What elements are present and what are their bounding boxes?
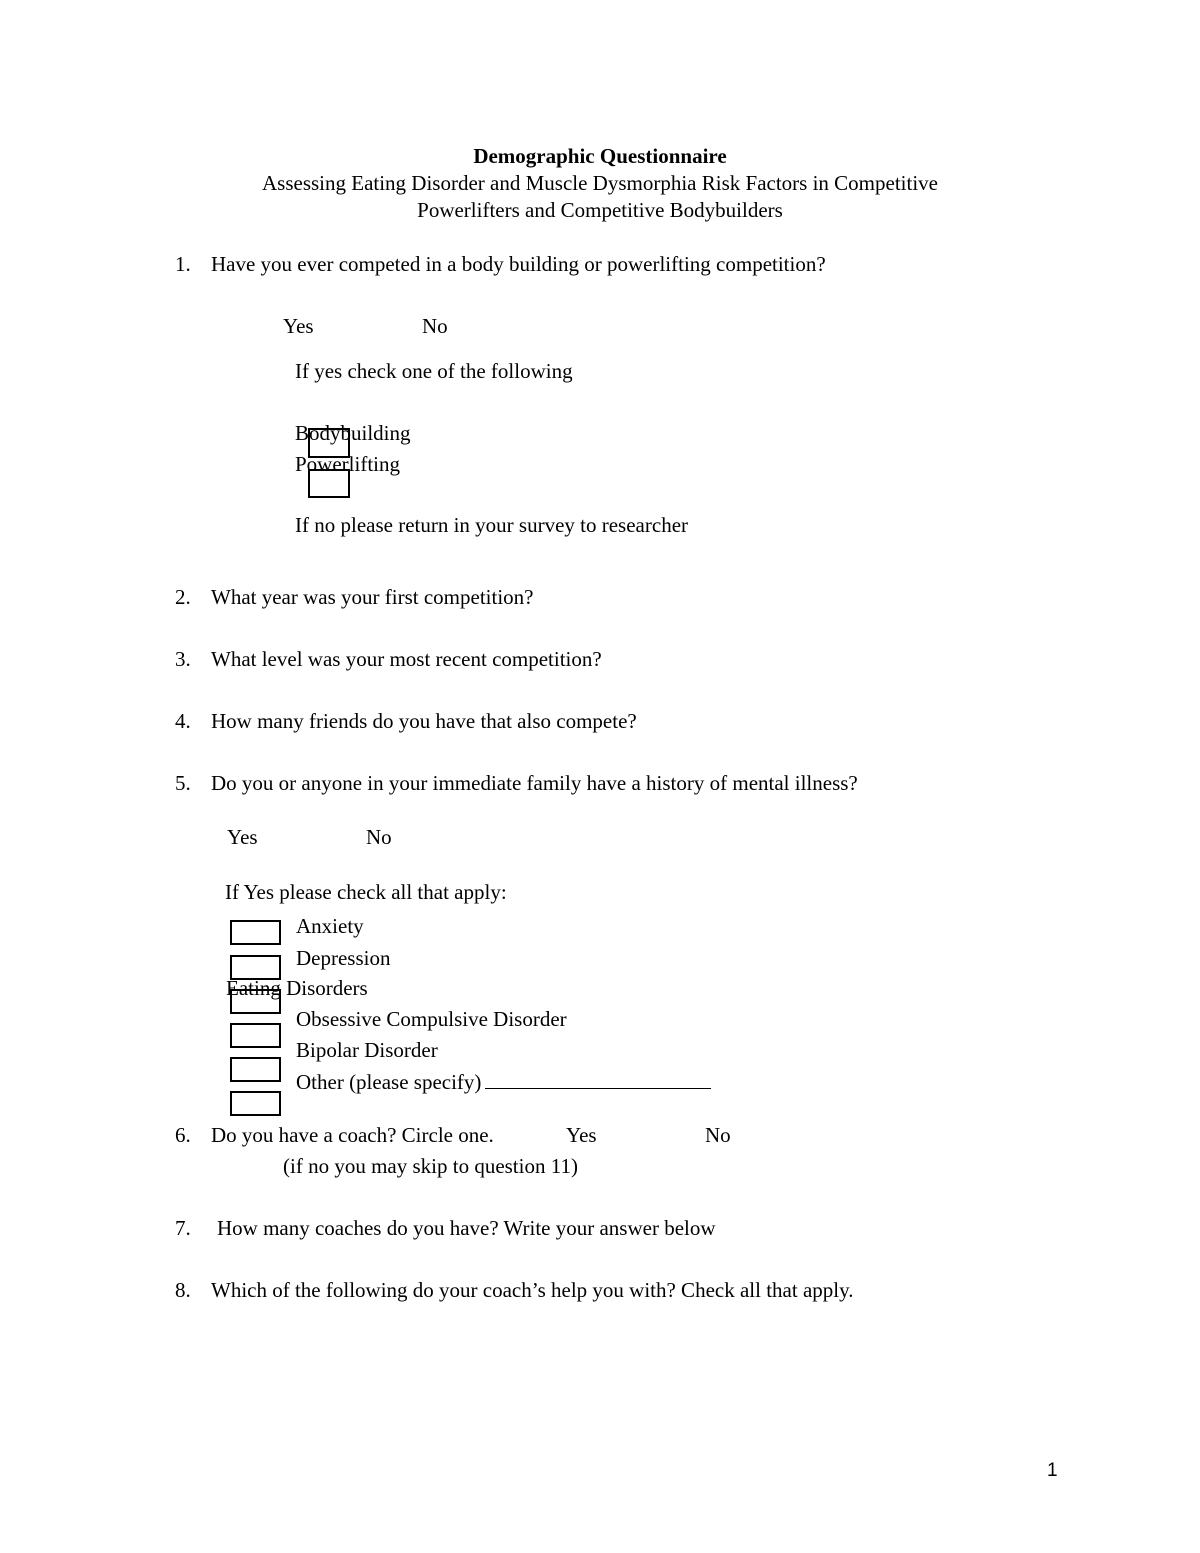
document-subtitle-line-2: Powerlifters and Competitive Bodybuilders [417, 198, 783, 222]
q6-no-option[interactable]: No [705, 1123, 731, 1147]
document-subtitle-line-1: Assessing Eating Disorder and Muscle Dysmorphia Risk Factors in Competitive [261, 171, 938, 195]
q5-option-ocd-label: Obsessive Compulsive Disorder [296, 1007, 567, 1031]
question-6-text: Do you have a coach? Circle one. [211, 1123, 494, 1147]
q5-option-other-row [296, 1068, 711, 1095]
q5-option-other-label: Other (please specify) [296, 1070, 482, 1094]
question-5-number: 5. [175, 771, 191, 795]
q1-yes-option[interactable]: Yes [283, 314, 314, 338]
page-number: 1 [1047, 1460, 1058, 1481]
question-7-text: How many coaches do you have? Write your answer below [217, 1216, 716, 1240]
question-4-number: 4. [175, 709, 191, 733]
question-2-number: 2. [175, 585, 191, 609]
q1-bodybuilding-checkbox[interactable] [308, 428, 350, 458]
q1-if-no-instruction: If no please return in your survey to researcher [295, 513, 689, 537]
q5-eating-disorders-checkbox[interactable] [230, 989, 281, 1014]
q5-option-anxiety-label: Anxiety [296, 914, 364, 938]
question-5-text: Do you or anyone in your immediate family have a history of mental illness? [211, 771, 858, 795]
question-3-text: What level was your most recent competition? [211, 647, 602, 671]
q6-skip-note: (if no you may skip to question 11) [283, 1154, 578, 1178]
q5-other-checkbox[interactable] [230, 1091, 281, 1116]
q5-anxiety-checkbox[interactable] [230, 920, 281, 945]
q5-option-depression-label: Depression [296, 946, 391, 970]
q1-no-option[interactable]: No [422, 314, 448, 338]
q5-option-bipolar-label: Bipolar Disorder [296, 1038, 438, 1062]
q1-option-bodybuilding-label: Bodybuilding [295, 421, 411, 445]
q5-no-option[interactable]: No [366, 825, 392, 849]
q5-option-eating-disorders-label: Eating Disorders [226, 976, 368, 1000]
question-4-text: How many friends do you have that also compete? [211, 709, 637, 733]
question-2-text: What year was your first competition? [211, 585, 534, 609]
document-title: Demographic Questionnaire [473, 144, 727, 168]
question-6-number: 6. [175, 1123, 191, 1147]
question-8-text: Which of the following do your coach’s help you with? Check all that apply. [211, 1278, 854, 1302]
question-1-text: Have you ever competed in a body building or powerlifting competition? [211, 252, 826, 276]
question-7-number: 7. [175, 1216, 191, 1240]
question-8-number: 8. [175, 1278, 191, 1302]
q1-powerlifting-checkbox[interactable] [308, 469, 350, 498]
q5-other-specify-line[interactable] [485, 1068, 711, 1089]
q1-if-yes-instruction: If yes check one of the following [295, 359, 573, 383]
q5-bipolar-checkbox[interactable] [230, 1057, 281, 1082]
q5-depression-checkbox[interactable] [230, 955, 281, 980]
q5-ocd-checkbox[interactable] [230, 1023, 281, 1048]
q5-yes-option[interactable]: Yes [227, 825, 258, 849]
question-1-number: 1. [175, 252, 191, 276]
q5-if-yes-instruction: If Yes please check all that apply: [225, 880, 507, 904]
q6-yes-option[interactable]: Yes [566, 1123, 597, 1147]
q1-option-powerlifting-label: Powerlifting [295, 452, 400, 476]
question-3-number: 3. [175, 647, 191, 671]
